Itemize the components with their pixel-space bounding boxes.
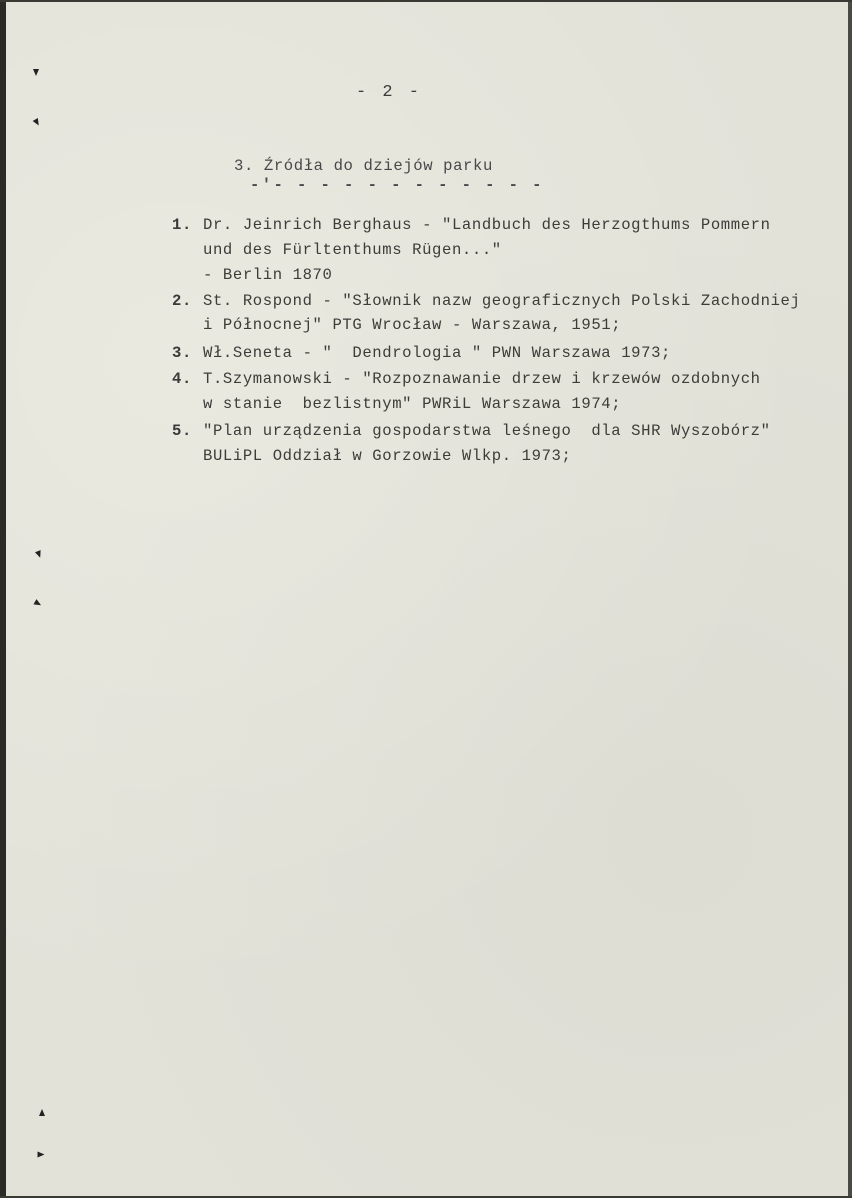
scan-edge-top (0, 0, 852, 2)
item-number: 5. (172, 422, 192, 440)
item-number: 4. (172, 370, 192, 388)
scan-edge-right (848, 0, 852, 1198)
page-number: - 2 - (356, 83, 423, 102)
item-text-line: Dr. Jeinrich Berghaus - "Landbuch des Herzogthums Pommern (203, 216, 771, 234)
item-number: 1. (172, 216, 192, 234)
item-number: 3. (172, 344, 192, 362)
margin-mark (39, 1109, 45, 1116)
item-text-line: i Północnej" PTG Wrocław - Warszawa, 1951; (203, 316, 622, 334)
item-text-line: St. Rospond - "Słownik nazw geograficznych Polski Zachodniej (203, 292, 801, 310)
margin-mark (33, 118, 42, 127)
item-text-line: und des Fürltenthums Rügen..." (203, 241, 502, 259)
item-text-line: T.Szymanowski - "Rozpoznawanie drzew i krzewów ozdobnych (203, 370, 761, 388)
item-text-line: BULiPL Oddział w Gorzowie Wlkp. 1973; (203, 447, 572, 465)
item-text-line: - Berlin 1870 (203, 266, 333, 284)
item-number: 2. (172, 292, 192, 310)
document-page (6, 2, 848, 1196)
margin-mark (38, 1152, 45, 1158)
item-text-line: w stanie bezlistnym" PWRiL Warszawa 1974; (203, 395, 622, 413)
margin-mark (33, 69, 39, 76)
section-heading: 3. Źródła do dziejów parku (234, 157, 493, 175)
item-text-line: Wł.Seneta - " Dendrologia " PWN Warszawa 1973; (203, 344, 672, 362)
item-text-line: "Plan urządzenia gospodarstwa leśnego dla SHR Wyszobórz" (203, 422, 771, 440)
section-underline: -'- - - - - - - - - - - - (250, 176, 544, 194)
margin-mark (33, 599, 42, 608)
margin-mark (35, 550, 43, 559)
scan-edge-left (0, 0, 6, 1198)
